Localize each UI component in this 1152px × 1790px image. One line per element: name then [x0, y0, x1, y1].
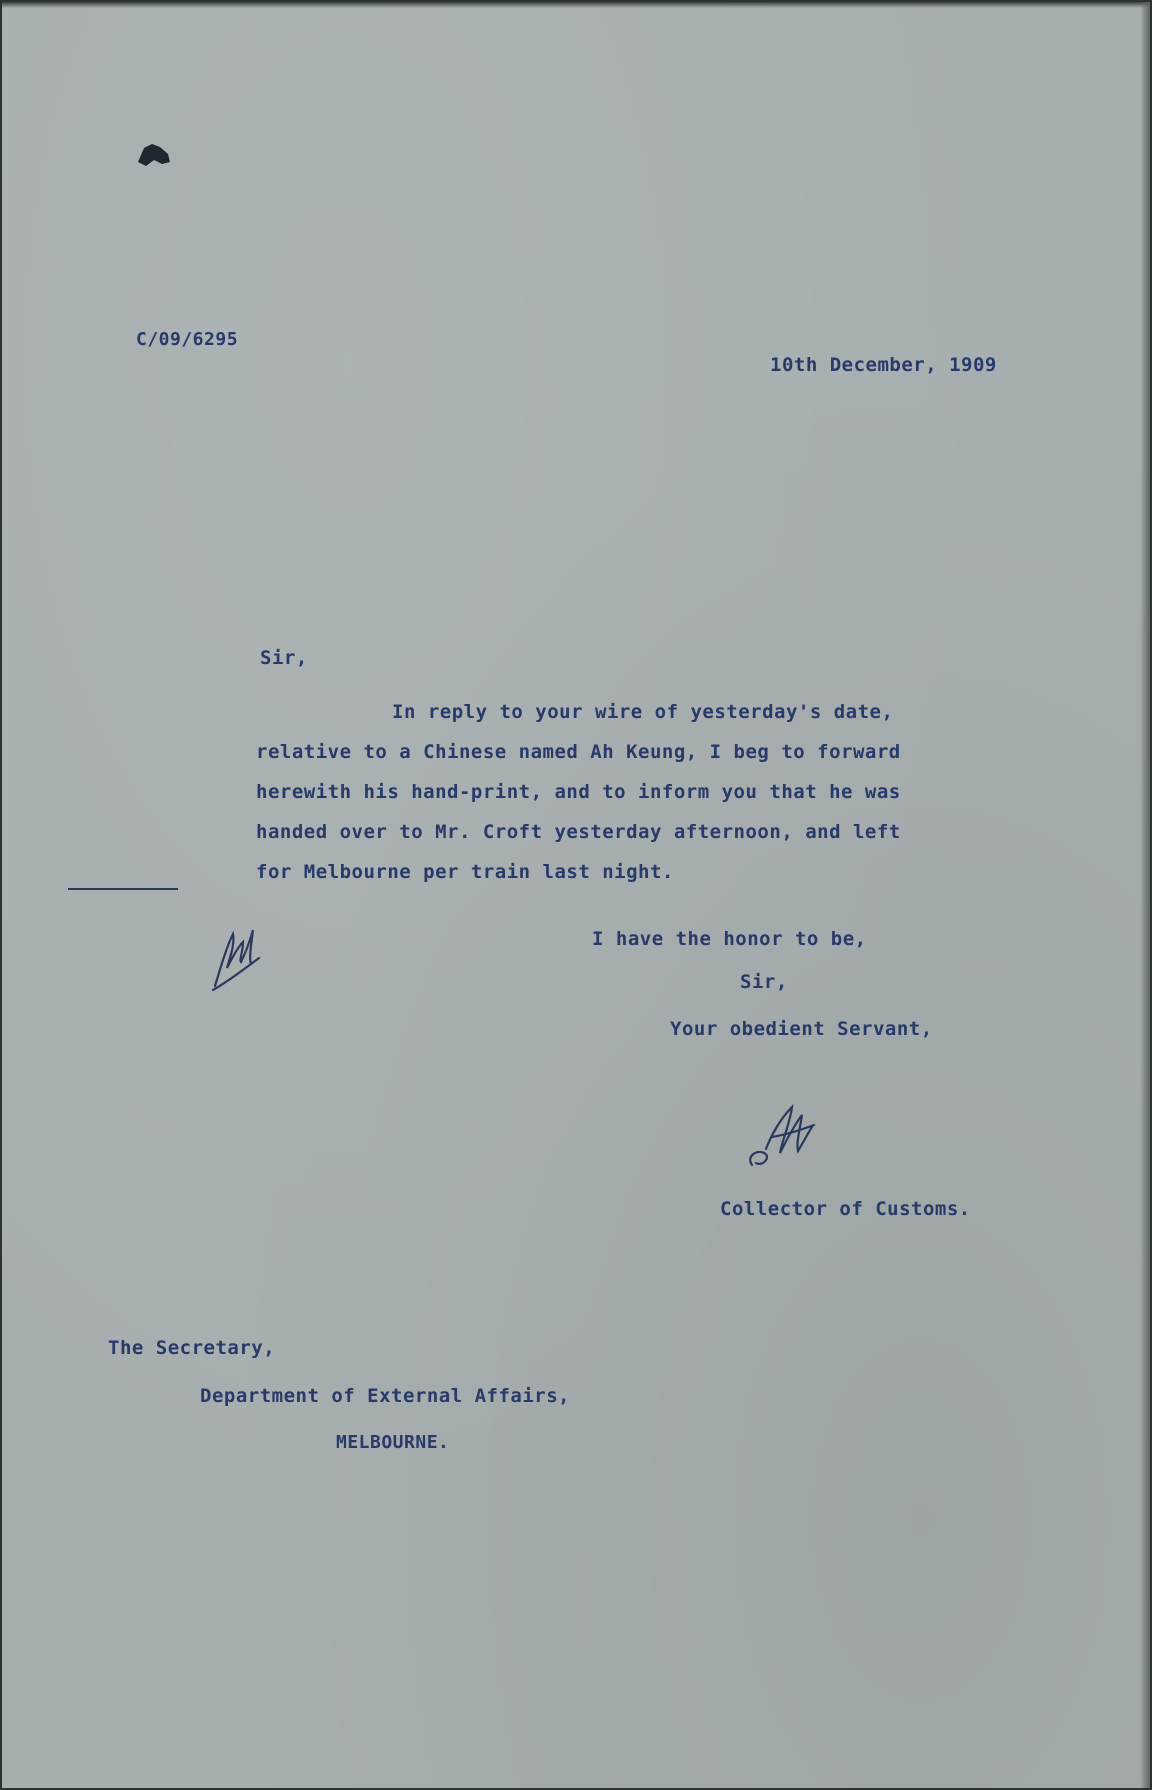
body-line: handed over to Mr. Croft yesterday afternoon, and left [256, 821, 901, 843]
body-paragraph [256, 692, 996, 892]
addressee-city: MELBOURNE. [336, 1432, 450, 1453]
page-top-edge [2, 2, 1150, 8]
reference-number: C/09/6295 [136, 329, 239, 350]
closing-line-1: I have the honor to be, [592, 928, 867, 950]
body-line: In reply to your wire of yesterday's date, [392, 701, 894, 723]
margin-rule [68, 888, 178, 890]
body-line: herewith his hand-print, and to inform you that he was [256, 781, 901, 803]
page-right-edge [1140, 2, 1150, 1788]
body-line: relative to a Chinese named Ah Keung, I beg to forward [256, 741, 901, 763]
addressee-name: The Secretary, [108, 1337, 276, 1359]
letter-date: 10th December, 1909 [770, 354, 997, 376]
punch-hole-mark [134, 140, 174, 170]
closing-line-3: Your obedient Servant, [670, 1018, 933, 1040]
handwritten-initials [207, 916, 267, 996]
salutation: Sir, [260, 647, 308, 669]
addressee-department: Department of External Affairs, [200, 1385, 571, 1407]
handwritten-signature [742, 1097, 822, 1172]
signatory-title: Collector of Customs. [720, 1198, 971, 1220]
document-page [2, 2, 1150, 1788]
body-line: for Melbourne per train last night. [256, 861, 674, 883]
closing-line-2: Sir, [740, 971, 788, 993]
